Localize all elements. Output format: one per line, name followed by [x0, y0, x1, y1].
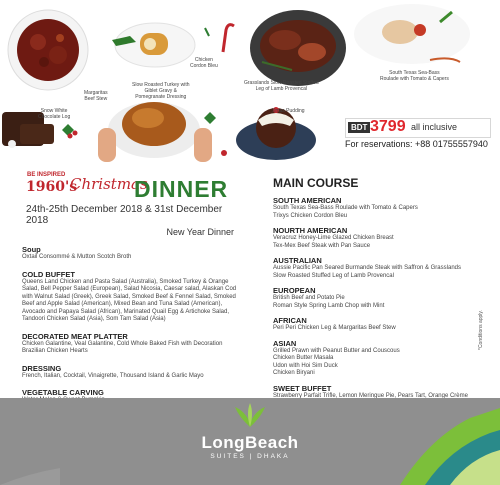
right-heading: NOURTH AMERICAN	[273, 226, 348, 235]
price-currency: BDT	[348, 122, 370, 133]
left-heading: VEGETABLE CARVING	[22, 388, 104, 397]
main-course-heading: MAIN COURSE	[273, 176, 359, 190]
conditions-note: *Conditions apply.	[478, 310, 484, 350]
left-text: Oxtail Consommé & Mutton Scotch Broth	[22, 254, 132, 260]
beef-stew-photo	[8, 10, 88, 90]
left-text: Chicken Galantine, Veal Galantine, Cold Whole Baked Fish with Decoration Brazilian Chicken Hearts	[22, 340, 223, 354]
reservation-text: For reservations: +88 01755557940	[345, 139, 488, 149]
right-heading: EUROPEAN	[273, 286, 316, 295]
title-block	[22, 172, 244, 202]
caption-seabass: South Texas Sea-Bass Roulade with Tomato & Capers	[380, 70, 449, 82]
left-heading: DECORATED MEAT PLATTER	[22, 331, 128, 341]
caption-margaritas: Margaritas Beef Stew	[84, 90, 108, 102]
right-text: Veracruz Honey-Lime Glazed Chicken Breast Tex-Mex Beef Steak with Pan Sauce	[273, 235, 394, 249]
right-heading: AFRICAN	[273, 316, 307, 325]
brand-sub: SUITES | DHAKA	[210, 453, 290, 460]
turkey-photo	[98, 102, 216, 162]
left-column	[22, 172, 244, 437]
right-text: Aussie Pacific Pan Seared Burmande Steak with Saffron & Grasslands Slow Roasted Stuffed Leg of Lamb Provencal	[273, 265, 461, 279]
new-year-label: New Year Dinner	[166, 227, 234, 237]
price-amount: 3799	[370, 118, 406, 135]
pudding-photo	[236, 107, 316, 160]
brand-name: LongBeach	[201, 433, 299, 452]
price-note: all inclusive	[411, 122, 458, 132]
cordon-bleu-photo	[112, 23, 195, 67]
left-text: Queens Land Chicken and Pasta Salad (Australia), Smoked Turkey & Orange Salad, Bell Pepper Salad (European), Salad Nicosia, Caesar salad, Alaskan Cod with Walnut Salad (Greek), Greek Salad, Smoked Beef & Fennel Salad, Smoked Beef and Apple Salad (American), Mixed Bean and Tuna Salad (American), Avocado and Papaya Salad (African), Marinated Quail Egg & Artichoke Salad, Tandoori Chicken Salad (Asia), Som Tam Salad (Asia)	[22, 278, 237, 322]
left-heading: Soup	[22, 245, 41, 254]
food-photo-band	[0, 0, 500, 168]
dinner-title: DINNER	[134, 176, 229, 202]
caption-yule: Snow White Chocolate Log	[38, 108, 71, 120]
right-text: Strawberry Parfait Trifle, Lemon Meringue Pie, Pears Tart, Orange Crème	[273, 392, 468, 399]
seabass-photo	[354, 4, 470, 64]
left-heading: DRESSING	[22, 363, 62, 373]
price-box	[345, 118, 491, 138]
leaf-logo-icon	[231, 403, 269, 429]
left-text: French, Italian, Cocktail, Vinaigrette, Thousand Island & Garlic Mayo	[22, 372, 204, 379]
right-column	[273, 176, 473, 415]
be-inspired-text: BE INSPIRED	[27, 172, 66, 178]
right-heading: ASIAN	[273, 338, 297, 348]
candy-cane-photo	[205, 25, 234, 52]
lamb-photo	[250, 10, 346, 86]
christmas-text: Christmas	[70, 175, 148, 193]
left-heading: COLD BUFFET	[22, 269, 75, 279]
caption-turkey: Slow Roasted Turkey with Giblet Gravy & Pomegranate Dressing	[132, 82, 190, 100]
sixties-text: 1960's	[26, 179, 78, 195]
right-heading: SWEET BUFFET	[273, 383, 332, 393]
right-sections	[273, 196, 473, 415]
right-heading: AUSTRALIAN	[273, 256, 322, 265]
caption-pudding: Xmas Pudding	[272, 108, 305, 114]
caption-lamb: Grasslands Slow Roasted Stuffed Leg of Lamb Provencal	[244, 80, 319, 92]
footer	[0, 398, 500, 485]
right-text: Grilled Prawn with Peanut Butter and Couscous Chicken Butter Masala Udon with Hoi Sim Duck Chicken Biryani	[273, 347, 400, 376]
event-dates: 24th-25th December 2018 & 31st December 2018	[26, 204, 223, 226]
caption-cordon: Chicken Cordon Bleu	[190, 57, 218, 69]
right-text: South Texas Sea-Bass Roulade with Tomato & Capers Trixys Chicken Cordon Bleu	[273, 205, 418, 219]
right-text: British Beef and Potato Pie Roman Style Spring Lamb Chop with Mint	[273, 295, 385, 309]
right-heading: SOUTH AMERICAN	[273, 196, 342, 205]
right-text: Peri Peri Chicken Leg & Margaritas Beef Stew	[273, 325, 396, 331]
